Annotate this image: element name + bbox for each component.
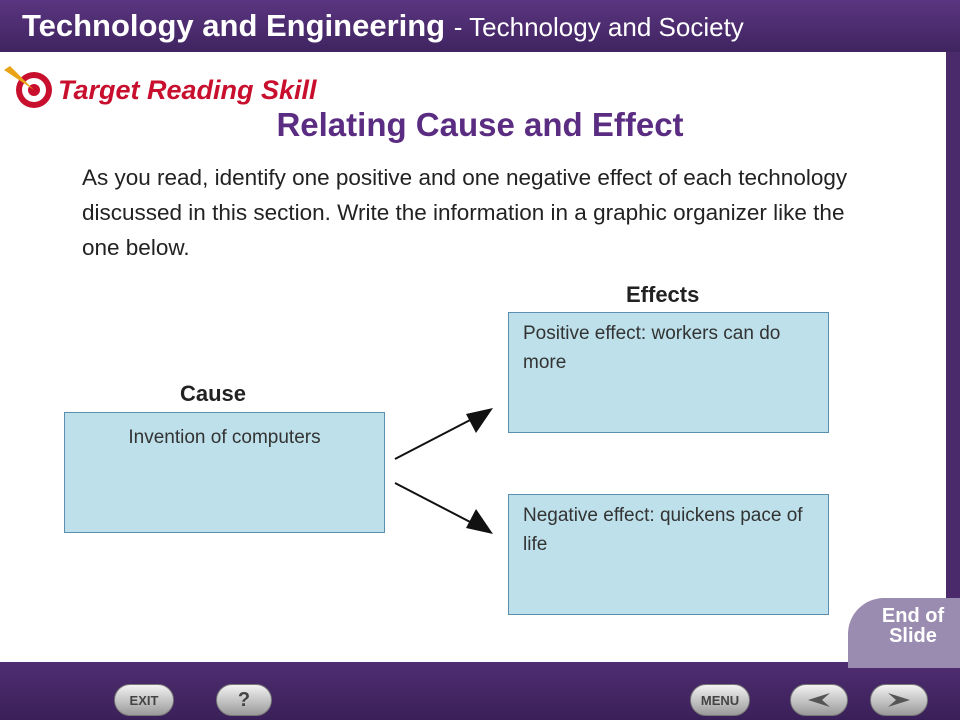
connector-arrows	[390, 404, 500, 538]
title-subtitle: - Technology and Society	[453, 12, 744, 42]
slide-title	[22, 8, 744, 44]
exit-button[interactable]: EXIT	[114, 684, 174, 716]
title-bar	[0, 0, 960, 52]
back-button[interactable]	[790, 684, 848, 716]
forward-button[interactable]	[870, 684, 928, 716]
arrow-down-head	[466, 509, 493, 534]
positive-effect-text: Positive effect: workers can do more	[523, 323, 781, 373]
negative-effect-box	[508, 494, 829, 615]
end-of-slide-label	[868, 606, 958, 646]
negative-effect-text: Negative effect: quickens pace of life	[523, 505, 803, 555]
menu-button[interactable]: MENU	[690, 684, 750, 716]
arrow-up-line	[395, 418, 474, 459]
title-text: Technology and Engineering	[22, 8, 446, 43]
instructions-text: As you read, identify one positive and one negative effect of each technology discussed in this section. Write the information in a graphic organizer like the one below.	[82, 165, 848, 260]
target-reading-skill-label: Target Reading Skill	[58, 75, 317, 105]
arrow-down-line	[395, 483, 474, 524]
help-button[interactable]: ?	[216, 684, 272, 716]
arrow-up-head	[466, 408, 493, 433]
end-of-slide-line1: End of	[881, 605, 945, 627]
end-of-slide-line2: Slide	[889, 625, 937, 647]
positive-effect-box	[508, 312, 829, 433]
cause-text: Invention of computers	[128, 427, 321, 448]
cause-box	[64, 412, 385, 533]
page-heading: Relating Cause and Effect	[276, 106, 684, 143]
cause-label: Cause	[180, 381, 247, 406]
effects-label: Effects	[626, 282, 700, 307]
forward-arrow-icon	[886, 692, 912, 708]
back-arrow-icon	[806, 692, 832, 708]
